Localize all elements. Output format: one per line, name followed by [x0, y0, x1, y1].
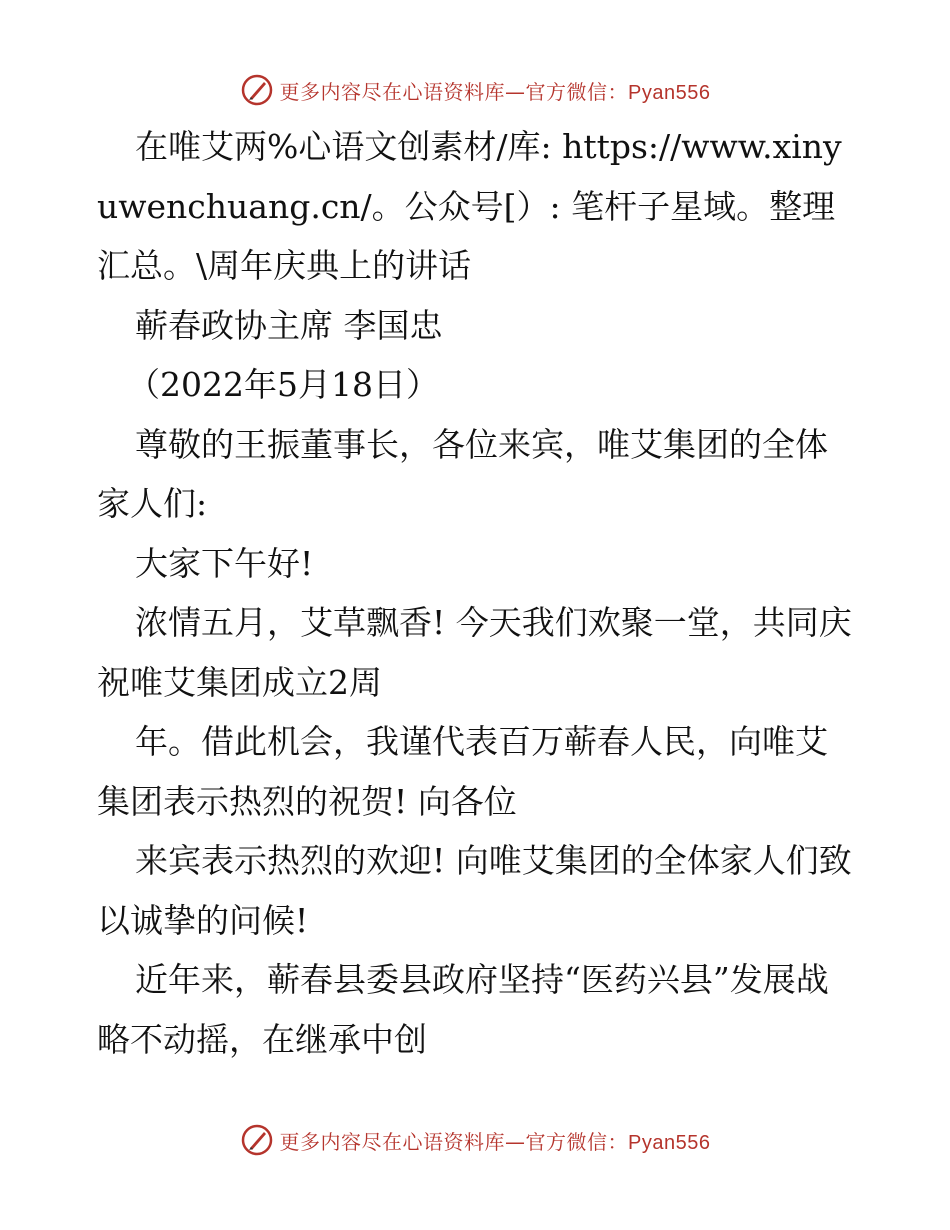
footer-banner [0, 1120, 950, 1160]
paragraph: 近年来，蕲春县委县政府坚持“医药兴县”发展战略不动摇，在继承中创 [97, 960, 829, 1059]
header-banner [0, 70, 950, 110]
paragraph: 浓情五月，艾草飘香! 今天我们欢聚一堂，共同庆祝唯艾集团成立2周 [97, 603, 852, 702]
greeting: 大家下午好! [135, 543, 314, 583]
banner-text [280, 1126, 711, 1155]
banner-wechat-id: Pyan556 [628, 81, 711, 104]
quill-pen-logo-icon [240, 73, 274, 107]
banner-slogan: 更多内容尽在心语资料库—官方微信： [279, 1129, 629, 1154]
banner-wechat-id: Pyan556 [628, 1131, 711, 1154]
paragraph: 来宾表示热烈的欢迎! 向唯艾集团的全体家人们致以诚挚的问候! [97, 841, 852, 940]
banner-text [280, 76, 711, 105]
banner-slogan: 更多内容尽在心语资料库—官方微信： [279, 79, 629, 104]
quill-pen-logo-icon [240, 1123, 274, 1157]
salutation: 尊敬的王振董事长，各位来宾，唯艾集团的全体家人们: [97, 424, 828, 523]
date-line: （2022年5月18日） [127, 365, 439, 404]
speaker-line: 蕲春政协主席 李国忠 [135, 305, 443, 345]
paragraph-intro: 在唯艾两%心语文创素材/库: https://www.xinyuwenchuang.cn/。公众号[）: 笔杆子星域。整理汇总。\周年庆典上的讲话 [97, 127, 842, 285]
paragraph: 年。借此机会，我谨代表百万蕲春人民，向唯艾集团表示热烈的祝贺! 向各位 [97, 722, 828, 821]
document-body [97, 117, 857, 1069]
